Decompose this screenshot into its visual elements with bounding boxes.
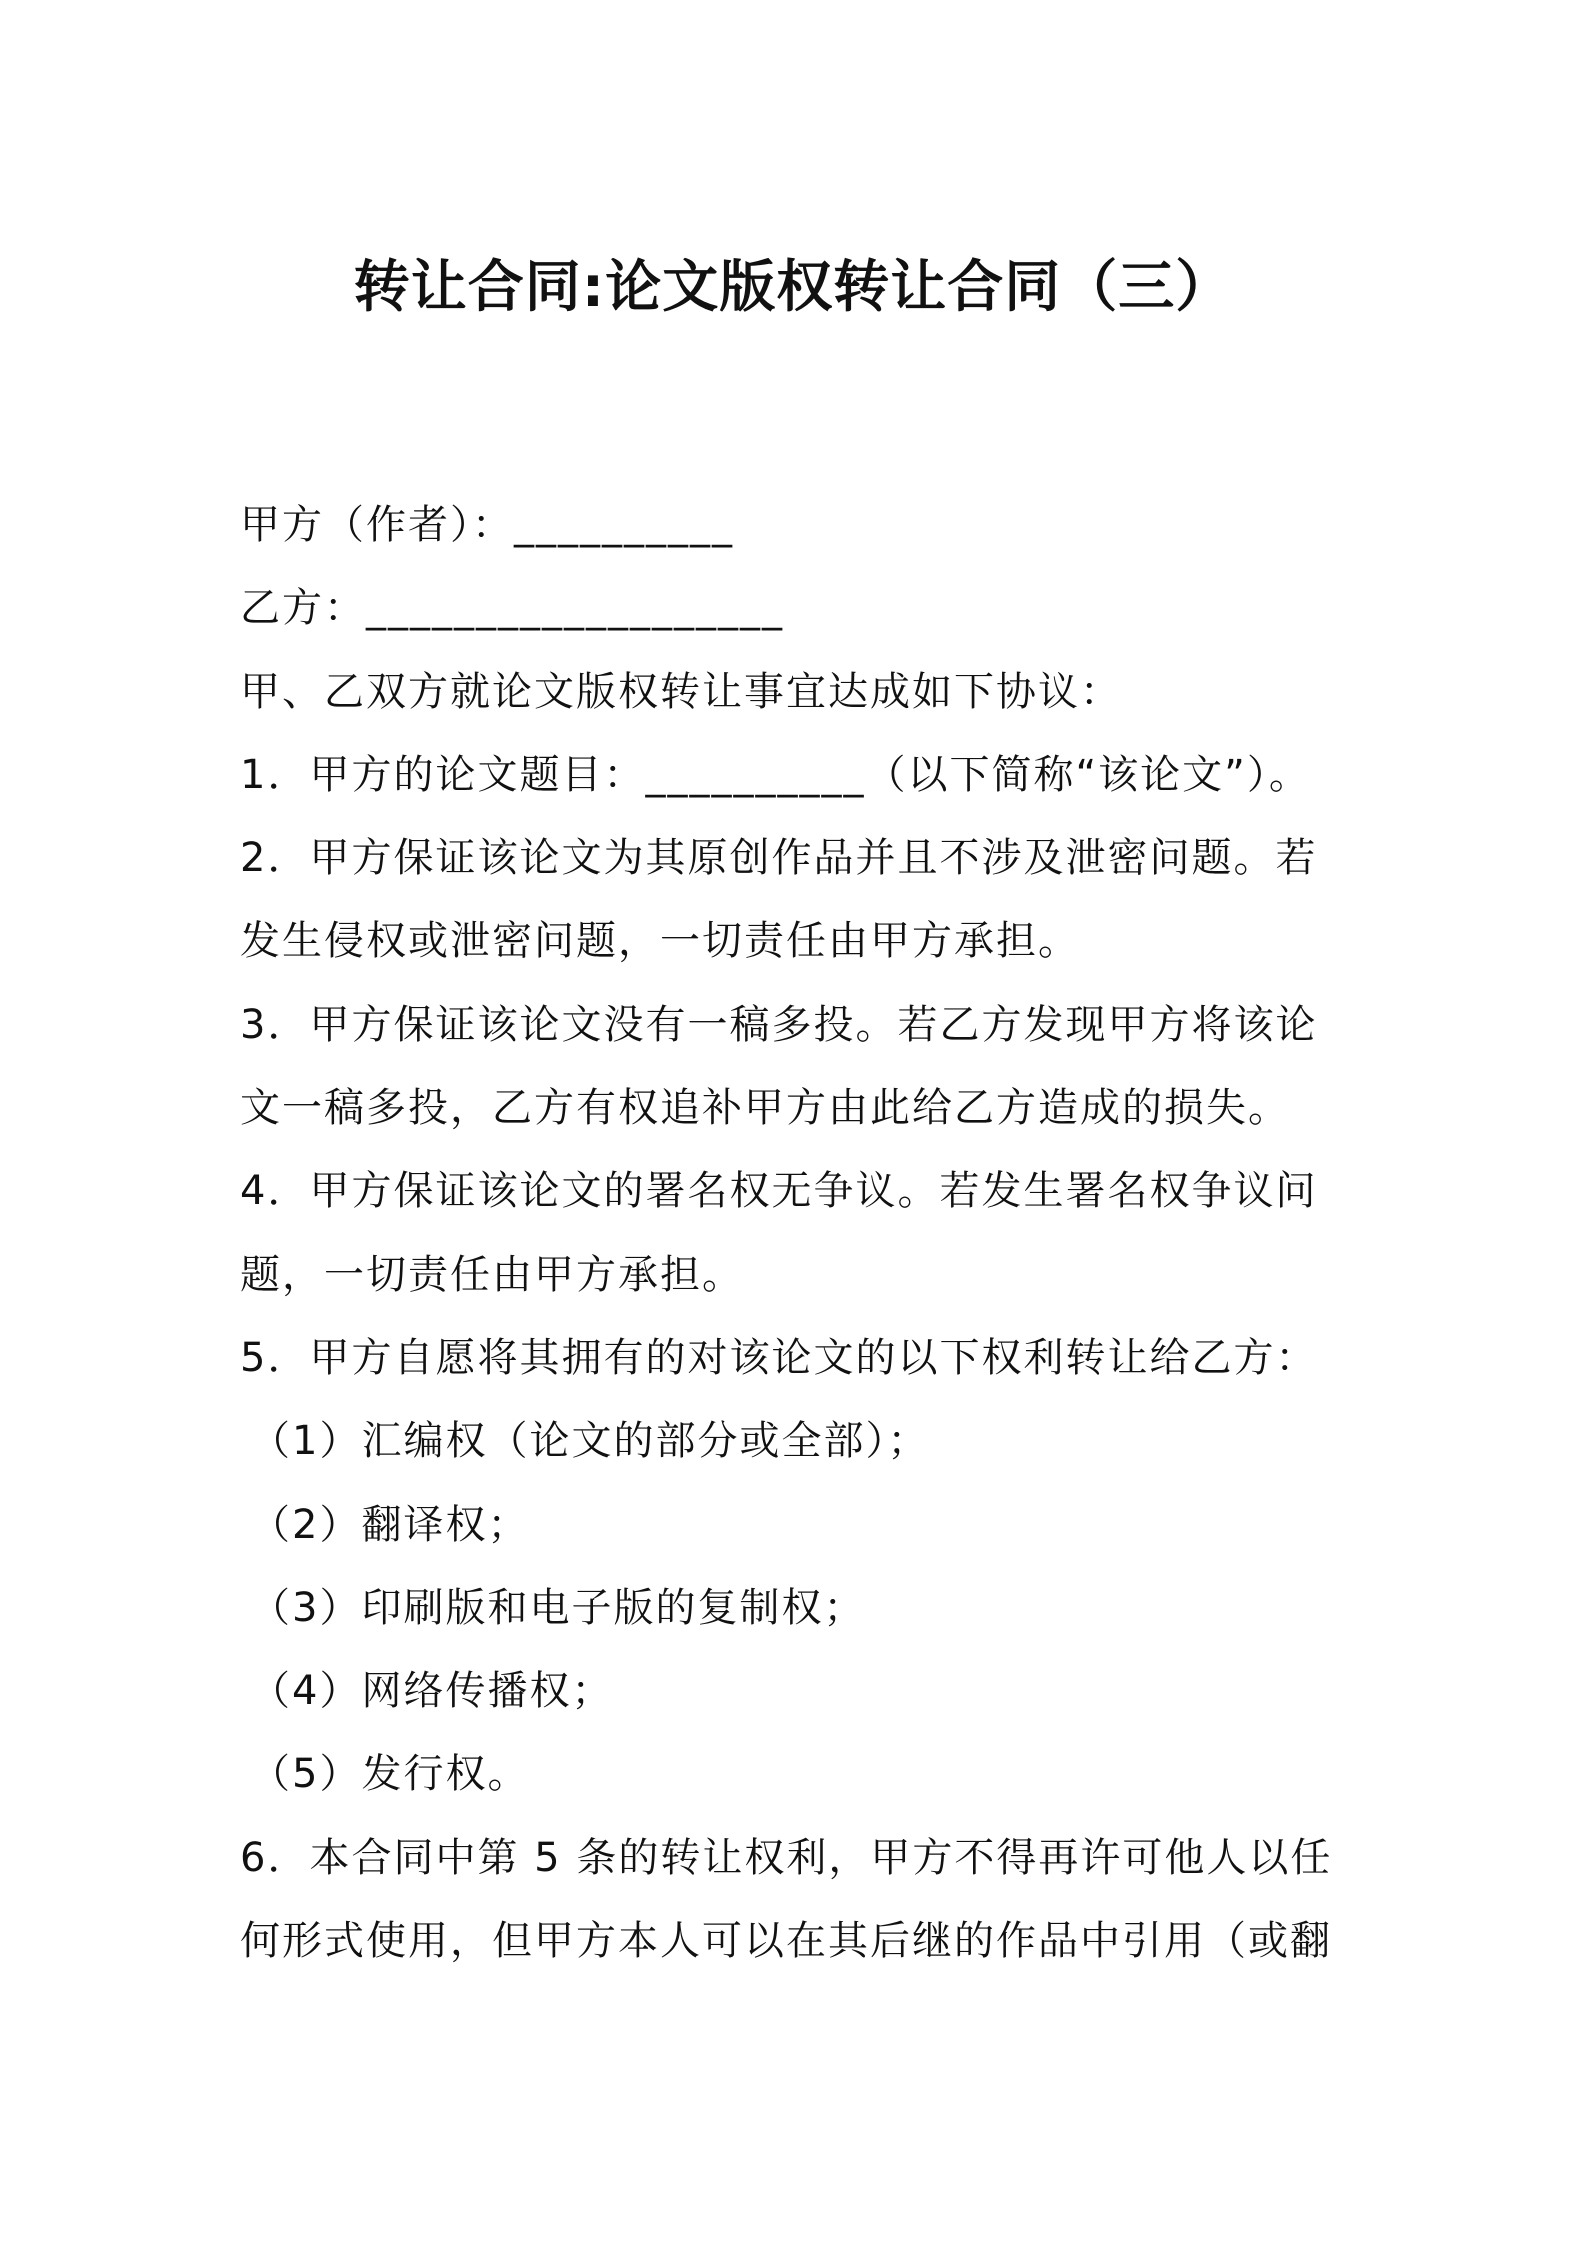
clause-6-line-1: 6．本合同中第 5 条的转让权利，甲方不得再许可他人以任 <box>240 1834 1333 1881</box>
clause-1: 1．甲方的论文题目：__________（以下简称“该论文”）。 <box>240 751 1311 798</box>
clause-5: 5．甲方自愿将其拥有的对该论文的以下权利转让给乙方： <box>240 1334 1318 1381</box>
party-b-line: 乙方：___________________ <box>240 585 784 632</box>
document-body <box>240 484 1360 1983</box>
clause-4-line-1: 4．甲方保证该论文的署名权无争议。若发生署名权争议问 <box>240 1168 1318 1215</box>
party-a-line: 甲方（作者）：__________ <box>240 502 734 548</box>
clause-4-line-2: 题，一切责任由甲方承担。 <box>240 1251 744 1298</box>
clause-2-line-2: 发生侵权或泄密问题，一切责任由甲方承担。 <box>240 918 1080 965</box>
clause-2-line-1: 2．甲方保证该论文为其原创作品并且不涉及泄密问题。若 <box>240 835 1318 882</box>
clause-5-item-2: （2）翻译权； <box>250 1501 530 1548</box>
clause-6-line-2: 何形式使用，但甲方本人可以在其后继的作品中引用（或翻 <box>240 1918 1332 1965</box>
clause-3-line-1: 3．甲方保证该论文没有一稿多投。若乙方发现甲方将该论 <box>240 1001 1318 1048</box>
clause-5-item-5: （5）发行权。 <box>250 1751 530 1798</box>
document-title: 转让合同:论文版权转让合同（三） <box>353 255 1233 320</box>
clause-5-item-3: （3）印刷版和电子版的复制权； <box>250 1584 866 1631</box>
clause-3-line-2: 文一稿多投，乙方有权追补甲方由此给乙方造成的损失。 <box>240 1085 1290 1132</box>
clause-5-item-1: （1）汇编权（论文的部分或全部）； <box>250 1418 930 1465</box>
agreement-intro: 甲、乙双方就论文版权转让事宜达成如下协议： <box>240 668 1122 715</box>
clause-5-item-4: （4）网络传播权； <box>250 1668 614 1715</box>
